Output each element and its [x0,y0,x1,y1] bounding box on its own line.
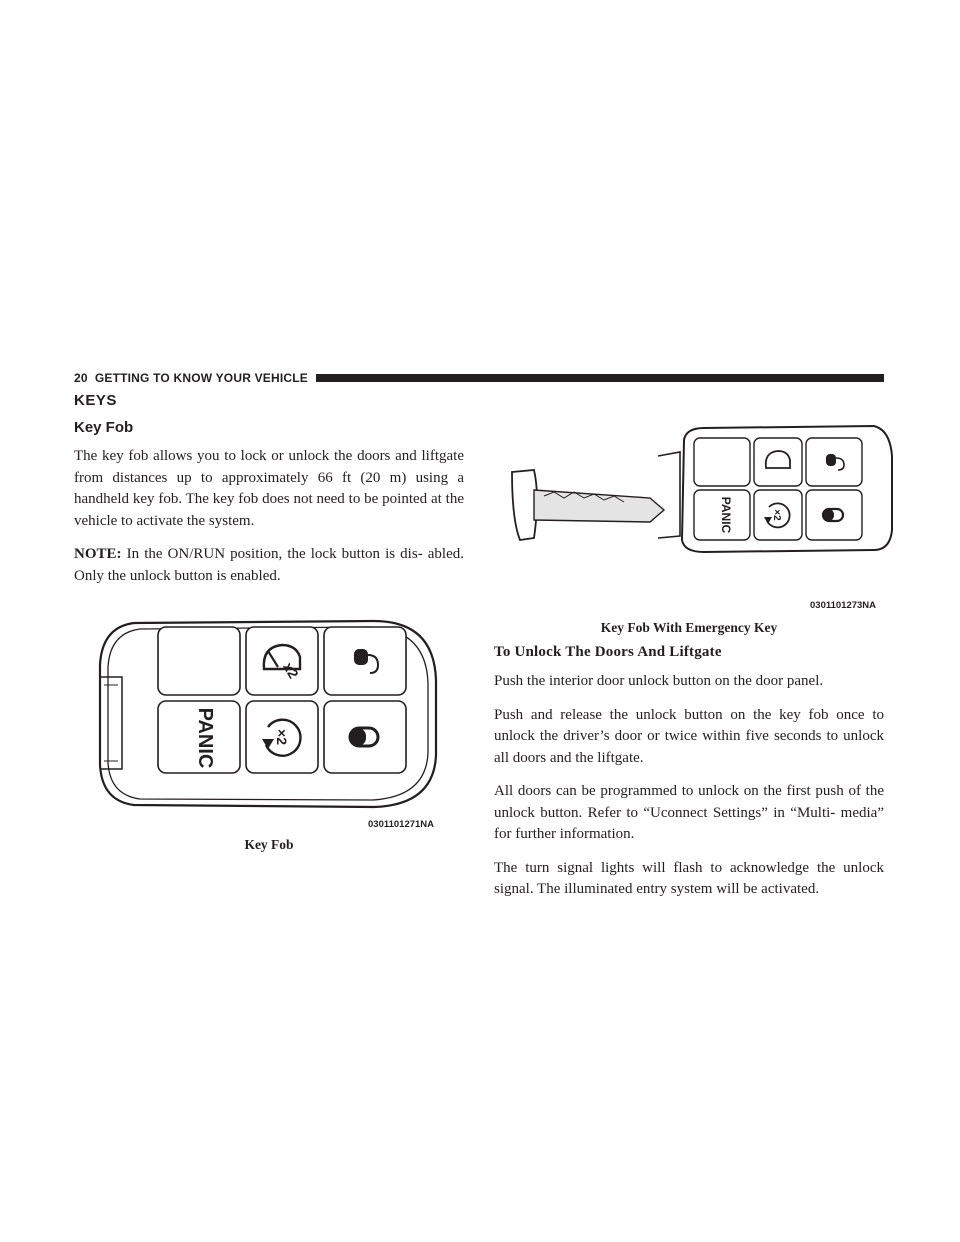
panic-label-small: PANIC [719,496,733,534]
header-label [74,371,316,385]
key-fob-figure [74,605,464,855]
lock-icon-small [823,509,843,521]
page-number: 20 [74,371,88,385]
note-label: NOTE: [74,546,122,562]
key-fob-illustration [74,605,464,815]
figure-code: 0301101271NA [368,819,435,830]
note-text: In the ON/RUN position, the lock button is dis- abled. Only the unlock button is enabled. [74,546,465,584]
unlock-paragraph-2: Push and release the unlock button on the key fob once to unlock the driver’s door or twice within five seconds to unlock all doors and the liftgate. [494,706,884,766]
note-paragraph [74,544,464,587]
key-fob-with-key-illustration [494,400,904,580]
key-fob-paragraph: The key fob allows you to lock or unlock the doors and liftgate from distances up to approximately 66 ft (20 m) using a handheld key fob. The key fob does not need to be pointed at the vehicle to activate the system. [74,448,464,529]
right-column [494,400,884,913]
unlock-paragraph-1: Push the interior door unlock button on the door panel. [494,673,824,689]
key-fob-with-key-figure [494,400,904,612]
subsection-title-unlock: To Unlock The Doors And Liftgate [494,644,722,660]
x2-label-small: ×2 [771,509,782,521]
lock-icon [350,728,378,746]
figure-caption: Key Fob [244,837,294,852]
figure-caption-right: Key Fob With Emergency Key [600,620,778,635]
svg-text:x2: x2 [280,659,302,681]
header-rule [316,374,884,382]
subsection-title-key-fob: Key Fob [74,419,134,436]
figure-code-right: 0301101273NA [810,600,877,611]
left-column [74,392,464,855]
section-title: GETTING TO KNOW YOUR VEHICLE [94,371,308,385]
unlock-paragraph-3: All doors can be programmed to unlock on the first push of the unlock button. Refer to “Uconnect Settings” in “Multi- media” for further information. [494,783,884,842]
section-title-keys: KEYS [74,392,117,409]
unlock-paragraph-4: The turn signal lights will flash to acknowledge the unlock signal. The illuminated entry system will be activated. [494,859,884,897]
panic-label: PANIC [194,707,216,769]
x2-label: ×2 [274,729,290,745]
page-header [74,370,884,386]
